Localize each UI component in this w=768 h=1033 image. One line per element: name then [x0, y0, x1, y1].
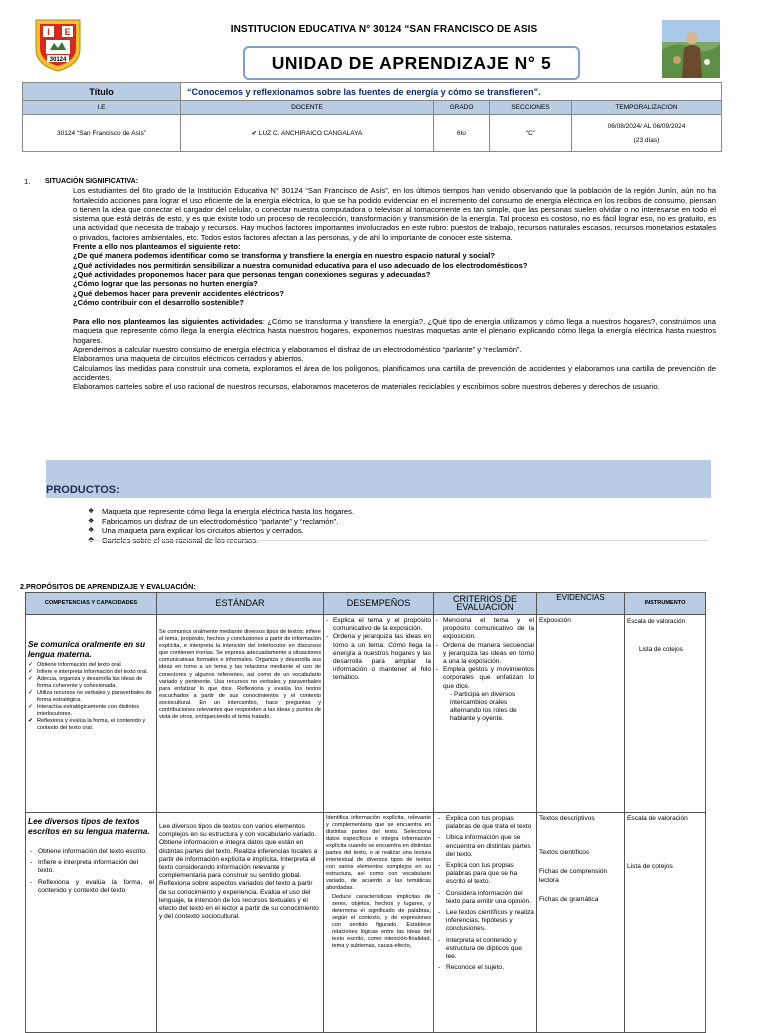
instrumento-cell: [625, 813, 706, 1033]
product-item: ❖ Maqueta que represente cómo llega la energía eléctrica hasta los hogares.: [88, 507, 708, 517]
capacidad-item: - Infiere e interpreta información del texto.: [28, 859, 154, 875]
header-secciones: SECCIONES: [490, 101, 572, 115]
section-number: 1.: [24, 177, 31, 186]
capacidad-item: - Reflexiona y evalúa la forma, el contenido y contexto del texto: [28, 879, 154, 895]
activity-line: Aprendemos a calcular nuestro consumo de energía eléctrica y elaboramos el disfraz de un electrodoméstico “parlante” y “reclamón”.: [73, 345, 522, 355]
estandar-text: Se comunica oralmente mediante diversos tipos de textos; infiere el tema, propósito, hechos y conclusiones a partir de información explícita, e interpreta la intención del interlocutor en discursos que contienen ironías. Se expresa adecuadamente a situaciones comunicativas formales e informales. Organiza y desarrolla sus ideas en torno a un tema y las relaciona mediante el uso de conectores y algunos referentes, así como de un vocabulario variado y pertinente. Usa recursos no verbales y paraverbales para enfatizar lo que dice. Reflexiona y evalúa los textos escuchados a partir de sus conocimientos y el contexto sociocultural. En un intercambio, hace preguntas y contribuciones relevantes que responden a las ideas y puntos de vista de otros, enriqueciendo el tema tratado.: [157, 615, 324, 813]
criterio-item: - Considera información del texto para emitir una opinión.: [436, 890, 534, 906]
capacidad-item: ✔ Reflexiona y evalúa la forma, el contenido y contexto del texto oral.: [28, 718, 154, 732]
activities-paragraph: [73, 317, 716, 345]
header-estandar: ESTÁNDAR: [157, 593, 324, 615]
question-item: ¿Cómo contribuir con el desarrollo sostenible?: [73, 297, 244, 307]
saint-francis-image: [662, 20, 720, 78]
productos-band: [46, 460, 711, 498]
activity-line: Elaboramos carteles sobre el uso racional de nuestros recursos, elaboramos maceteros de materiales reciclables y escribimos sobre nuestros deberes y derechos de usuario.: [73, 382, 660, 392]
product-item: ❖ Fabricamos un disfraz de un electrodoméstico “parlante” y “reclamón”.: [88, 517, 708, 527]
svg-text:30124: 30124: [49, 57, 67, 63]
desempeno-cell: [324, 615, 434, 813]
criterio-item: - Interpreta el contenido y estructura de dípticos que lee.: [436, 937, 534, 962]
criterio-item: - Lee textos científicos y realiza inferencias, hipótesis y conclusiones.: [436, 909, 534, 934]
info-table: [22, 82, 722, 152]
header-criterios: CRITERIOS DE EVALUACIÓN: [434, 593, 537, 615]
header-evidencias: EVIDENCIAS: [537, 593, 625, 615]
capacidad-item: ✓ Utiliza recursos no verbales y paraverbales de forma estratégica.: [28, 690, 154, 704]
section-heading: SITUACIÓN SIGNIFICATIVA:: [45, 178, 139, 185]
productos-heading: PRODUCTOS:: [46, 484, 120, 496]
capacidad-item: ✓ Adecua, organiza y desarrolla las ideas de forma coherente y cohesionada.: [28, 676, 154, 690]
svg-text:E: E: [64, 27, 71, 37]
instrumento-item: Lista de cotejos: [627, 863, 673, 871]
evidencia-item: Fichas de comprensión lectora: [539, 868, 608, 884]
criterio-item: - Explica con tus propias palabras de que trata el texto: [436, 815, 534, 831]
capacidad-item: ✓ Infiere e interpreta información del texto oral.: [28, 669, 154, 676]
question-item: ¿Qué actividades proponemos hacer para que personas tengan conexiones seguras y adecuadas?: [73, 269, 431, 279]
criterio-item: - Reconoce el sujeto,: [436, 964, 534, 972]
question-item: ¿Qué debemos hacer para prevenir accidentes eléctricos?: [73, 288, 285, 298]
question-item: ¿Qué actividades nos permitirán sensibilizar a nuestra comunidad educativa para el uso adecuado de los electrodomésticos?: [73, 260, 528, 270]
instrumento-item: Escala de valoración: [627, 815, 688, 822]
divider: [88, 540, 708, 541]
evidencia-item: Textos descriptivos: [539, 815, 595, 822]
situacion-significativa: [24, 177, 716, 392]
desempeno-item: - Ordena y jerarquiza las ideas en torno a un tema: Cómo llega la energía a nuestros hogares y las desarrolla para ampliar la información o mantener el hilo temático.: [326, 633, 431, 682]
evidencia-item: Textos científicos: [539, 849, 590, 857]
svg-text:I: I: [47, 27, 50, 37]
activities-text: : ¿Cómo se transforma y transfiere la energía?, ¿Qué tipo de energía utilizamos y cómo llega a nuestros hogares?, construimos una maqueta que represente cómo llega la energía eléctrica hasta nuestros hogares, exponemos nuestras maquetas ante el plenario explicando cómo llega la energía eléctrica hasta nuestros hogares.: [73, 317, 716, 345]
unit-title: UNIDAD DE APRENDIZAJE N° 5: [243, 46, 580, 80]
desempeno-item: Identifica información explícita, relevante y complementaria que se encuentra en distintas partes del texto. Selecciona datos específicos e integra información explícita cuando se encuentra en distintas partes del texto, o al realizar una lectura intertextual de diversos tipos de textos con varios elementos complejos en su estructura, así como con vocabulario variado, de acuerdo a las temáticas abordadas.: [326, 815, 431, 891]
desempeno-item: Deduce características implícitas de seres, objetos, hechos y lugares, y determina el significado de palabras, según el contexto, y de expresiones con sentido figurado. Establece relaciones lógicas entre las ideas del texto escrito, como intención-finalidad, tema y subtemas, causa-efecto,: [332, 894, 431, 949]
header-competencias: COMPETENCIAS Y CAPACIDADES: [26, 593, 157, 615]
criterio-item: - Ubica información que se encuentra en distintas partes del texto.: [436, 834, 534, 859]
criterio-subitem: - Participa en diversos intercambios orales alternando los roles de hablante y oyente.: [450, 690, 517, 723]
propositos-heading: 2.PROPÓSITOS DE APRENDIZAJE Y EVALUACIÓN:: [20, 582, 196, 591]
reto-heading: Frente a ello nos planteamos el siguiente reto:: [73, 242, 241, 252]
periodo-value: 06/08/2024/ AL 06/09/2024: [607, 122, 686, 130]
desempeno-cell: [324, 813, 434, 1033]
evidencia-cell: [537, 813, 625, 1033]
capacidad-item: ✓ Obtiene información del texto oral.: [28, 662, 154, 669]
product-item: ❖ Una maqueta para explicar los circuitos abiertos y cerrados.: [88, 526, 708, 536]
evidencia-item: Fichas de gramática: [539, 895, 599, 903]
title-label: Título: [23, 83, 181, 101]
activities-lead: Para ello nos planteamos las siguientes actividades: [73, 317, 263, 327]
criterio-item: - Ordena de manera secuencial y jerarquiza las ideas en torno a una la exposición.: [436, 642, 534, 667]
header-temporalizacion: TEMPORALIZACION: [572, 101, 722, 115]
criterio-item: - Explica con tus propias palabras para que se ha escrito el texto.: [436, 862, 534, 887]
criterio-cell: [434, 813, 537, 1033]
header-docente: DOCENTE: [181, 101, 434, 115]
estandar-text: Lee diversos tipos de textos con varios elementos complejos en su estructura y con vocabulario variado. Obtiene información e integra datos que están en distintas partes del texto. Realiza inferencias locales a partir de información explícita e implícita. Interpreta el texto considerando información relevante y complementaria para construir su sentido global. Reflexiona sobre aspectos variados del texto a partir de su conocimiento y experiencia. Evalúa el uso del lenguaje, la intención de los recursos textuales y el efecto del texto en el lector a partir de su conocimiento y del contexto sociocultural.: [157, 813, 324, 1033]
institution-name: INSTITUCION EDUCATIVA N° 30124 “SAN FRANCISCO DE ASIS: [230, 24, 538, 35]
activity-line: Elaboramos una maqueta de circuitos eléctricos cerrados y abiertos.: [73, 354, 304, 364]
competencia-name: Se comunica oralmente en su lengua materna.: [28, 639, 146, 659]
seccion-value: “C”: [490, 115, 572, 152]
instrumento-cell: [625, 615, 706, 813]
competencia-cell: [26, 813, 157, 1033]
situacion-paragraph: Los estudiantes del 6to grado de la Institución Educativa N° 30124 “San Francisco de Asís”, en los últimos tiempos han venido observando que la población de la región Junín, aún no ha fortalecido acciones para lograr el uso eficiente de la energía eléctrica, lo que se ha podido evidenciar en el incremento del consumo de energía eléctrica en los recibos de consumo, piensan o tienen la idea que conectar el cargador del celular, o conectar nuestra computadora o televisor al tomacorriente es tan simple, que las personas suelen olvidar o no interesarse en todo el sistema que está detrás de esto, y es que existe todo un proceso de recolección, transformación y transmisión de la energía. Tal proceso es costoso, no es fácil lograr eso, no es gratuito, es una actividad que necesita de trabajo y recursos. Hay muchos factores importantes involucrados en este rubro: puestos de trabajo, recursos naturales escasos, recursos monetarios estatales o privados, factores ambientales, etc. Todos estos factores afectan a las personas, y de ahí lo importante de conocer este sistema.: [73, 186, 716, 242]
evidencia-value: Exposición: [537, 615, 625, 813]
question-item: ¿Cómo lograr que las personas no hurten energía?: [73, 279, 258, 289]
dias-value: (23 días): [633, 136, 660, 144]
header-grado: GRADO: [434, 101, 490, 115]
competencia-name: Lee diversos tipos de textos escritos en su lengua materna.: [28, 816, 150, 836]
capacidad-item: - Obtiene información del texto escrito.: [28, 848, 154, 856]
instrumento-item: Lista de cotejos: [639, 645, 683, 653]
criterio-item: - Emplea gestos y movimientos corporales que enfatizan lo que dice.: [436, 666, 534, 691]
grado-value: 6to: [434, 115, 490, 152]
activity-line: Calculamos las medidas para construir una cometa, exploramos el área de los polígonos, planificamos una cartilla de prevención de accidentes y elaboramos una cartilla de prevención de accidentes.: [73, 363, 716, 382]
propositos-table: [25, 592, 706, 1033]
unit-theme: “Conocemos y reflexionamos sobre las fuentes de energía y cómo se transfieren”.: [181, 83, 722, 101]
header-ie: I.E: [23, 101, 181, 115]
criterio-cell: [434, 615, 537, 813]
competencia-cell: [26, 615, 157, 813]
ie-value: 30124 “San Francisco de Asís”: [23, 115, 181, 152]
question-item: ¿De qué manera podemos identificar como se transforma y transfiere la energía en nuestro espacio natural y social?: [73, 251, 496, 261]
capacidad-item: ✓ Interactúa estratégicamente con distintos interlocutores.: [28, 704, 154, 718]
docente-value: ✔ LUZ C. ANCHIRAICO CANGALAYA: [181, 115, 434, 152]
instrumento-item: Escala de valoración: [627, 618, 686, 625]
desempeno-item: - Explica el tema y el propósito comunicativo de la exposición.: [326, 617, 431, 633]
criterio-item: - Menciona el tema y el propósito comunicativo de la exposición.: [436, 617, 534, 642]
header-desempenos: DESEMPEÑOS: [324, 593, 434, 615]
productos-list: [88, 507, 708, 540]
header-instrumento: INSTRUMENTO: [625, 593, 706, 615]
periodo-cell: [572, 115, 722, 152]
